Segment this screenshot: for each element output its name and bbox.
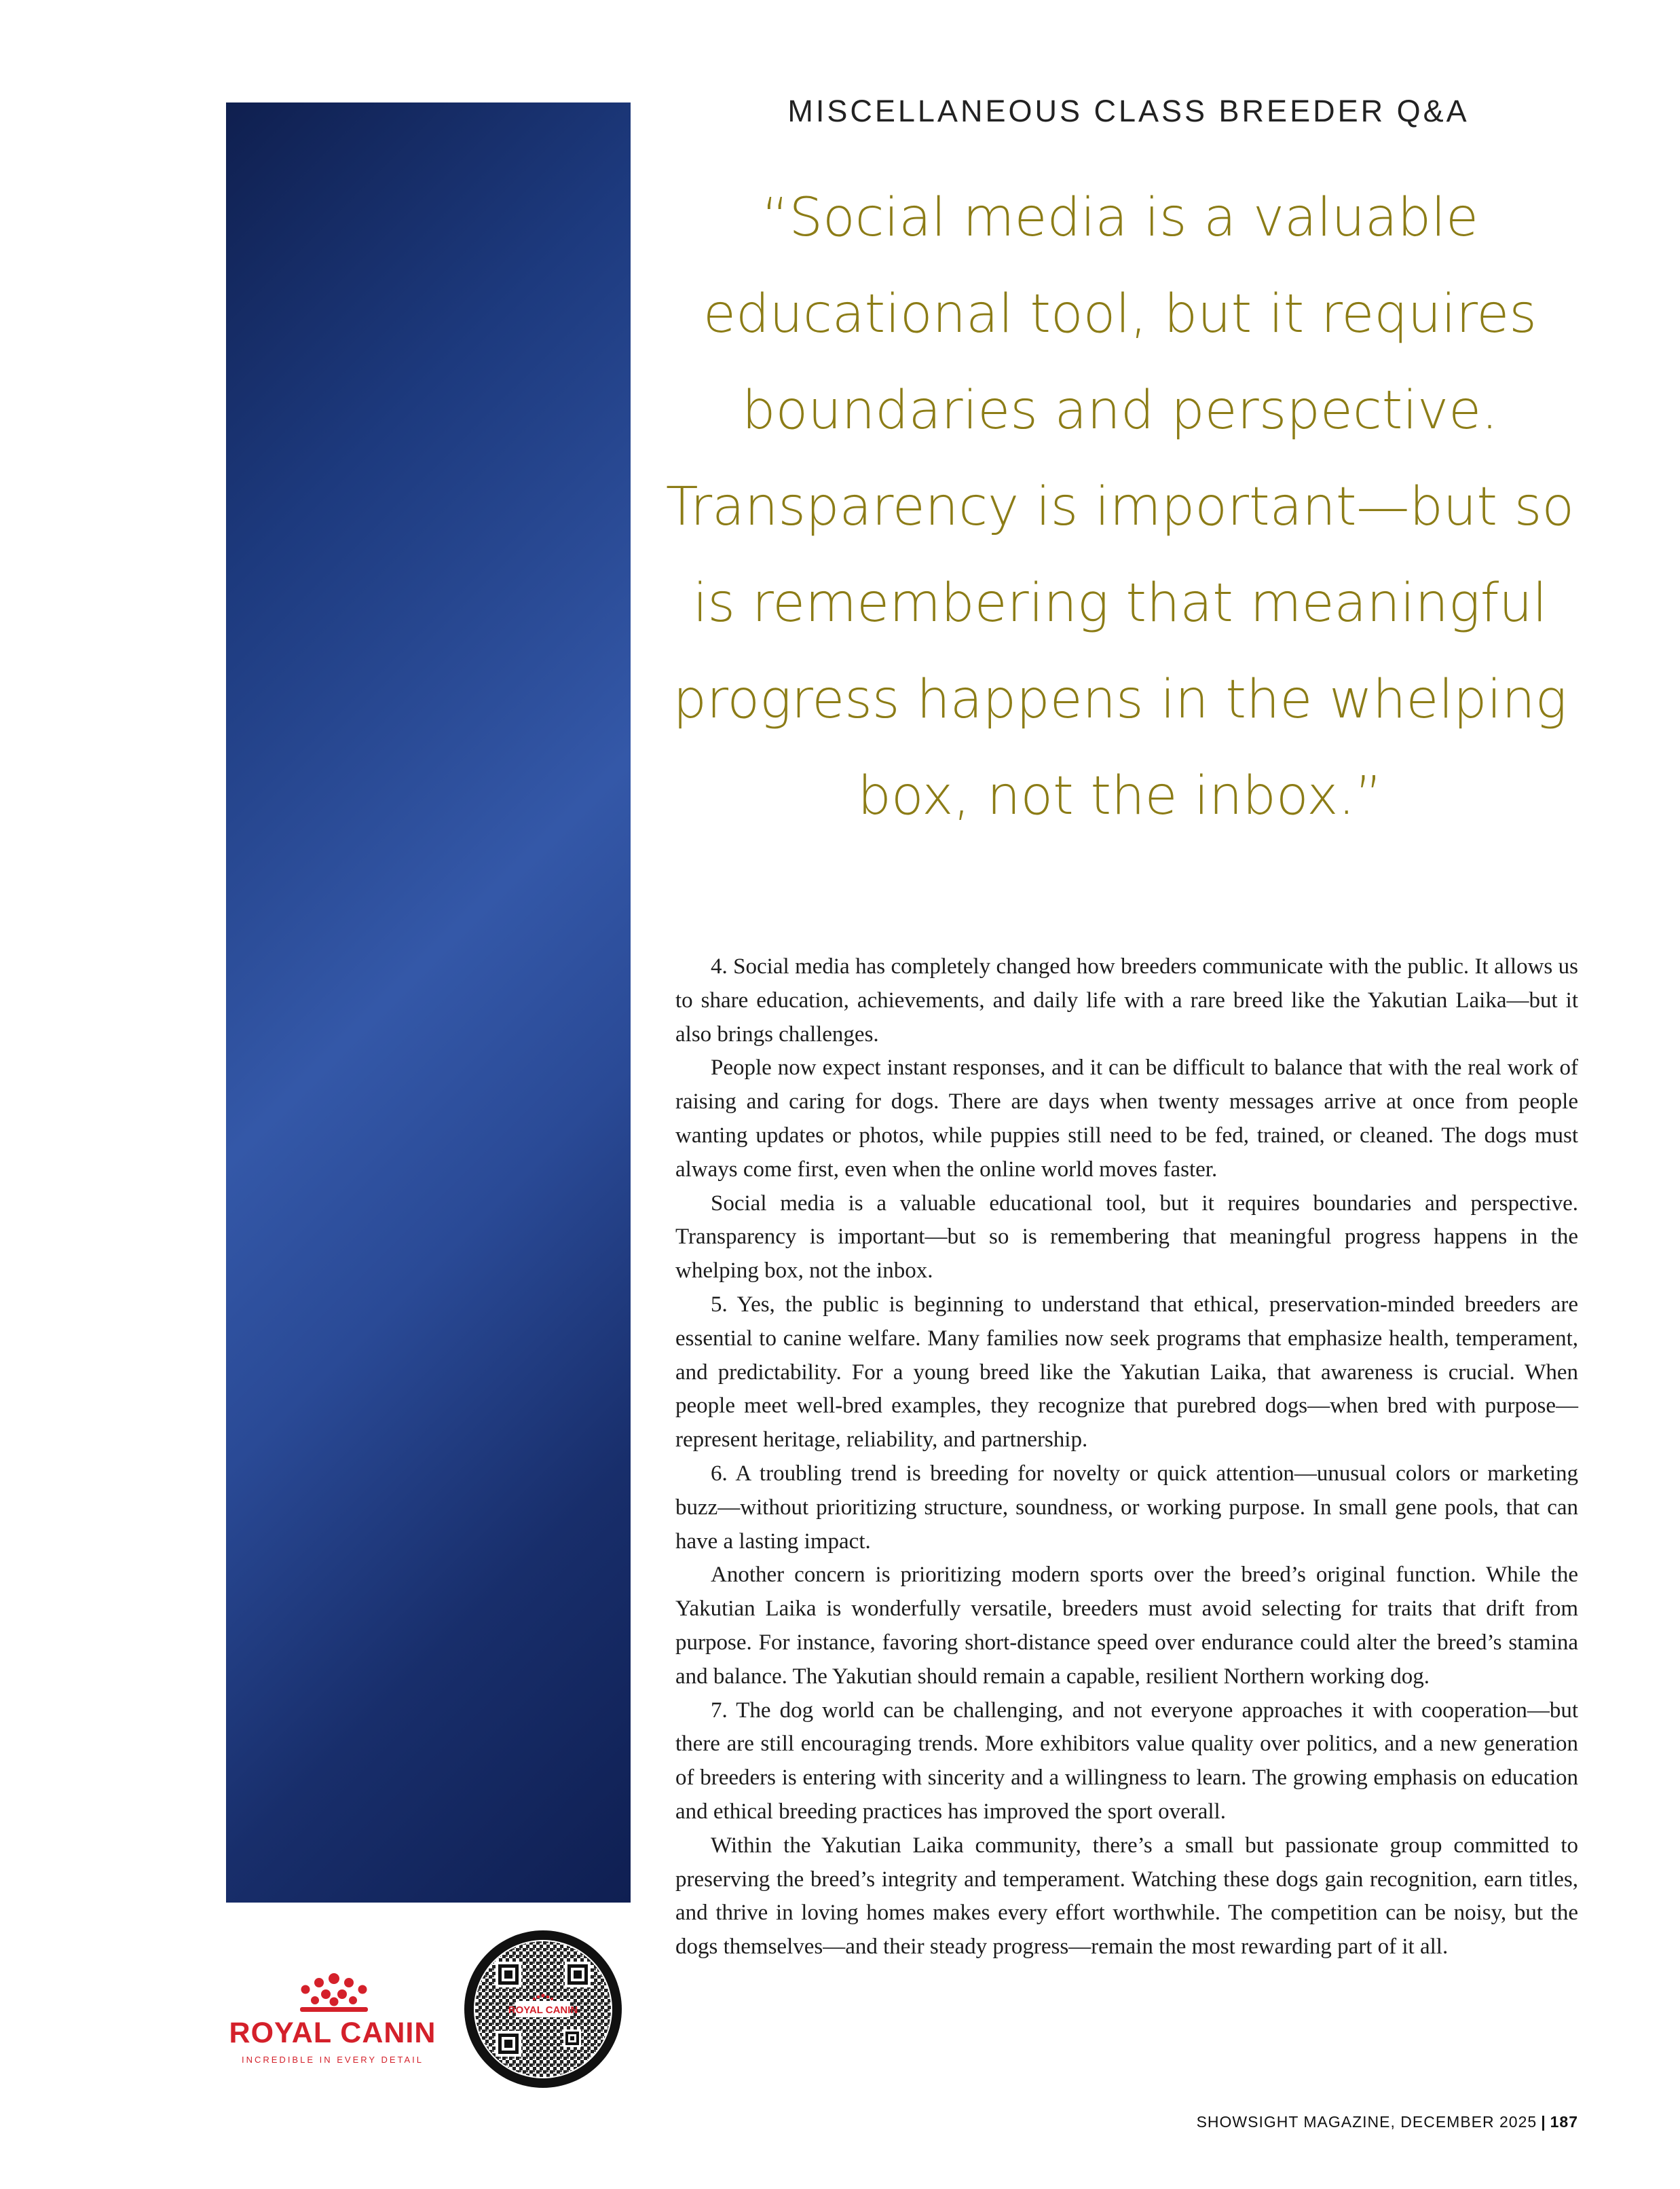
pull-quote-line: Transparency is important—but so [665,476,1575,538]
section-label: MISCELLANEOUS CLASS BREEDER Q&A [787,94,1470,128]
pull-quote-line: box, not the inbox.” [857,766,1383,827]
body-paragraph: People now expect instant responses, and it can be difficult to balance that with the real work of raising and caring for dogs. There are days when twenty messages arrive at once from people wanting updates or photos, while puppies still need to be fed, trained, or cleaned. The dogs must always come first, even when the online world moves faster. [675,1055,1578,1182]
page-footer [1197,2113,1578,2131]
brand-wordmark: ROYAL CANIN [229,2017,436,2049]
body-paragraph: Another concern is prioritizing modern sports over the breed’s original function. While the Yakutian Laika is wonderfully versatile, breeders must avoid selecting for traits that drift from purpose. For instance, favoring short-distance speed over endurance could alter the breed’s stamina and balance. The Yakutian should remain a capable, resilient Northern working dog. [675,1563,1578,1689]
article-body [675,950,1578,1964]
royal-canin-logo[interactable] [224,1972,441,2070]
blue-gradient-panel [226,102,631,1903]
pull-quote [662,170,1578,844]
footer-separator: | [1541,2113,1546,2131]
qr-code-icon [462,1928,624,2091]
brand-tagline: INCREDIBLE IN EVERY DETAIL [241,2055,424,2065]
publication-name: SHOWSIGHT MAGAZINE, DECEMBER 2025 [1196,2113,1537,2131]
qr-code-badge[interactable] [462,1928,624,2091]
pull-quote-line: boundaries and perspective. [742,380,1498,441]
body-paragraph: 7. The dog world can be challenging, and not everyone approaches it with cooperation—but there are still encouraging trends. More exhibitors value quality over politics, and a new generation of breeders is entering with sincerity and a willingness to learn. The growing emphasis on education and ethical breeding practices has improved the sport overall. [675,1698,1578,1824]
pull-quote-line: “Social media is a valuable [762,187,1478,248]
body-paragraph: Social media is a valuable educational tool, but it requires boundaries and perspective. Transparency is important—but so is remembering that meaningful progress happens in the whelping box, not the inbox. [675,1191,1578,1284]
qr-brand-label: ROYAL CANIN [508,2004,578,2016]
pull-quote-line: educational tool, but it requires [703,284,1537,345]
crown-icon [286,1972,381,2013]
pull-quote-line: is remembering that meaningful [692,573,1548,634]
body-paragraph: 5. Yes, the public is beginning to understand that ethical, preservation-minded breeders are essential to canine welfare. Many families now seek programs that emphasize health, temperament, and predictability. For a young breed like the Yakutian Laika, that awareness is crucial. When people meet well-bred examples, they recognize that purebred dogs—when bred with purpose—represent heritage, reliability, and partnership. [675,1292,1578,1453]
page-number: 187 [1550,2113,1578,2131]
body-paragraph: 4. Social media has completely changed how breeders communicate with the public. It allows us to share education, achievements, and daily life with a rare breed like the Yakutian Laika—but it also brings challenges. [675,954,1578,1047]
pull-quote-line: progress happens in the whelping [673,669,1567,730]
body-paragraph: Within the Yakutian Laika community, there’s a small but passionate group committed to preserving the breed’s integrity and temperament. Watching these dogs gain recognition, earn titles, and thrive in loving homes makes every effort worthwhile. The competition can be noisy, but the dogs themselves—and their steady progress—remain the most rewarding part of it all. [675,1833,1578,1960]
body-paragraph: 6. A troubling trend is breeding for novelty or quick attention—unusual colors or marketing buzz—without prioritizing structure, soundness, or working purpose. In small gene pools, that can have a lasting impact. [675,1461,1578,1554]
